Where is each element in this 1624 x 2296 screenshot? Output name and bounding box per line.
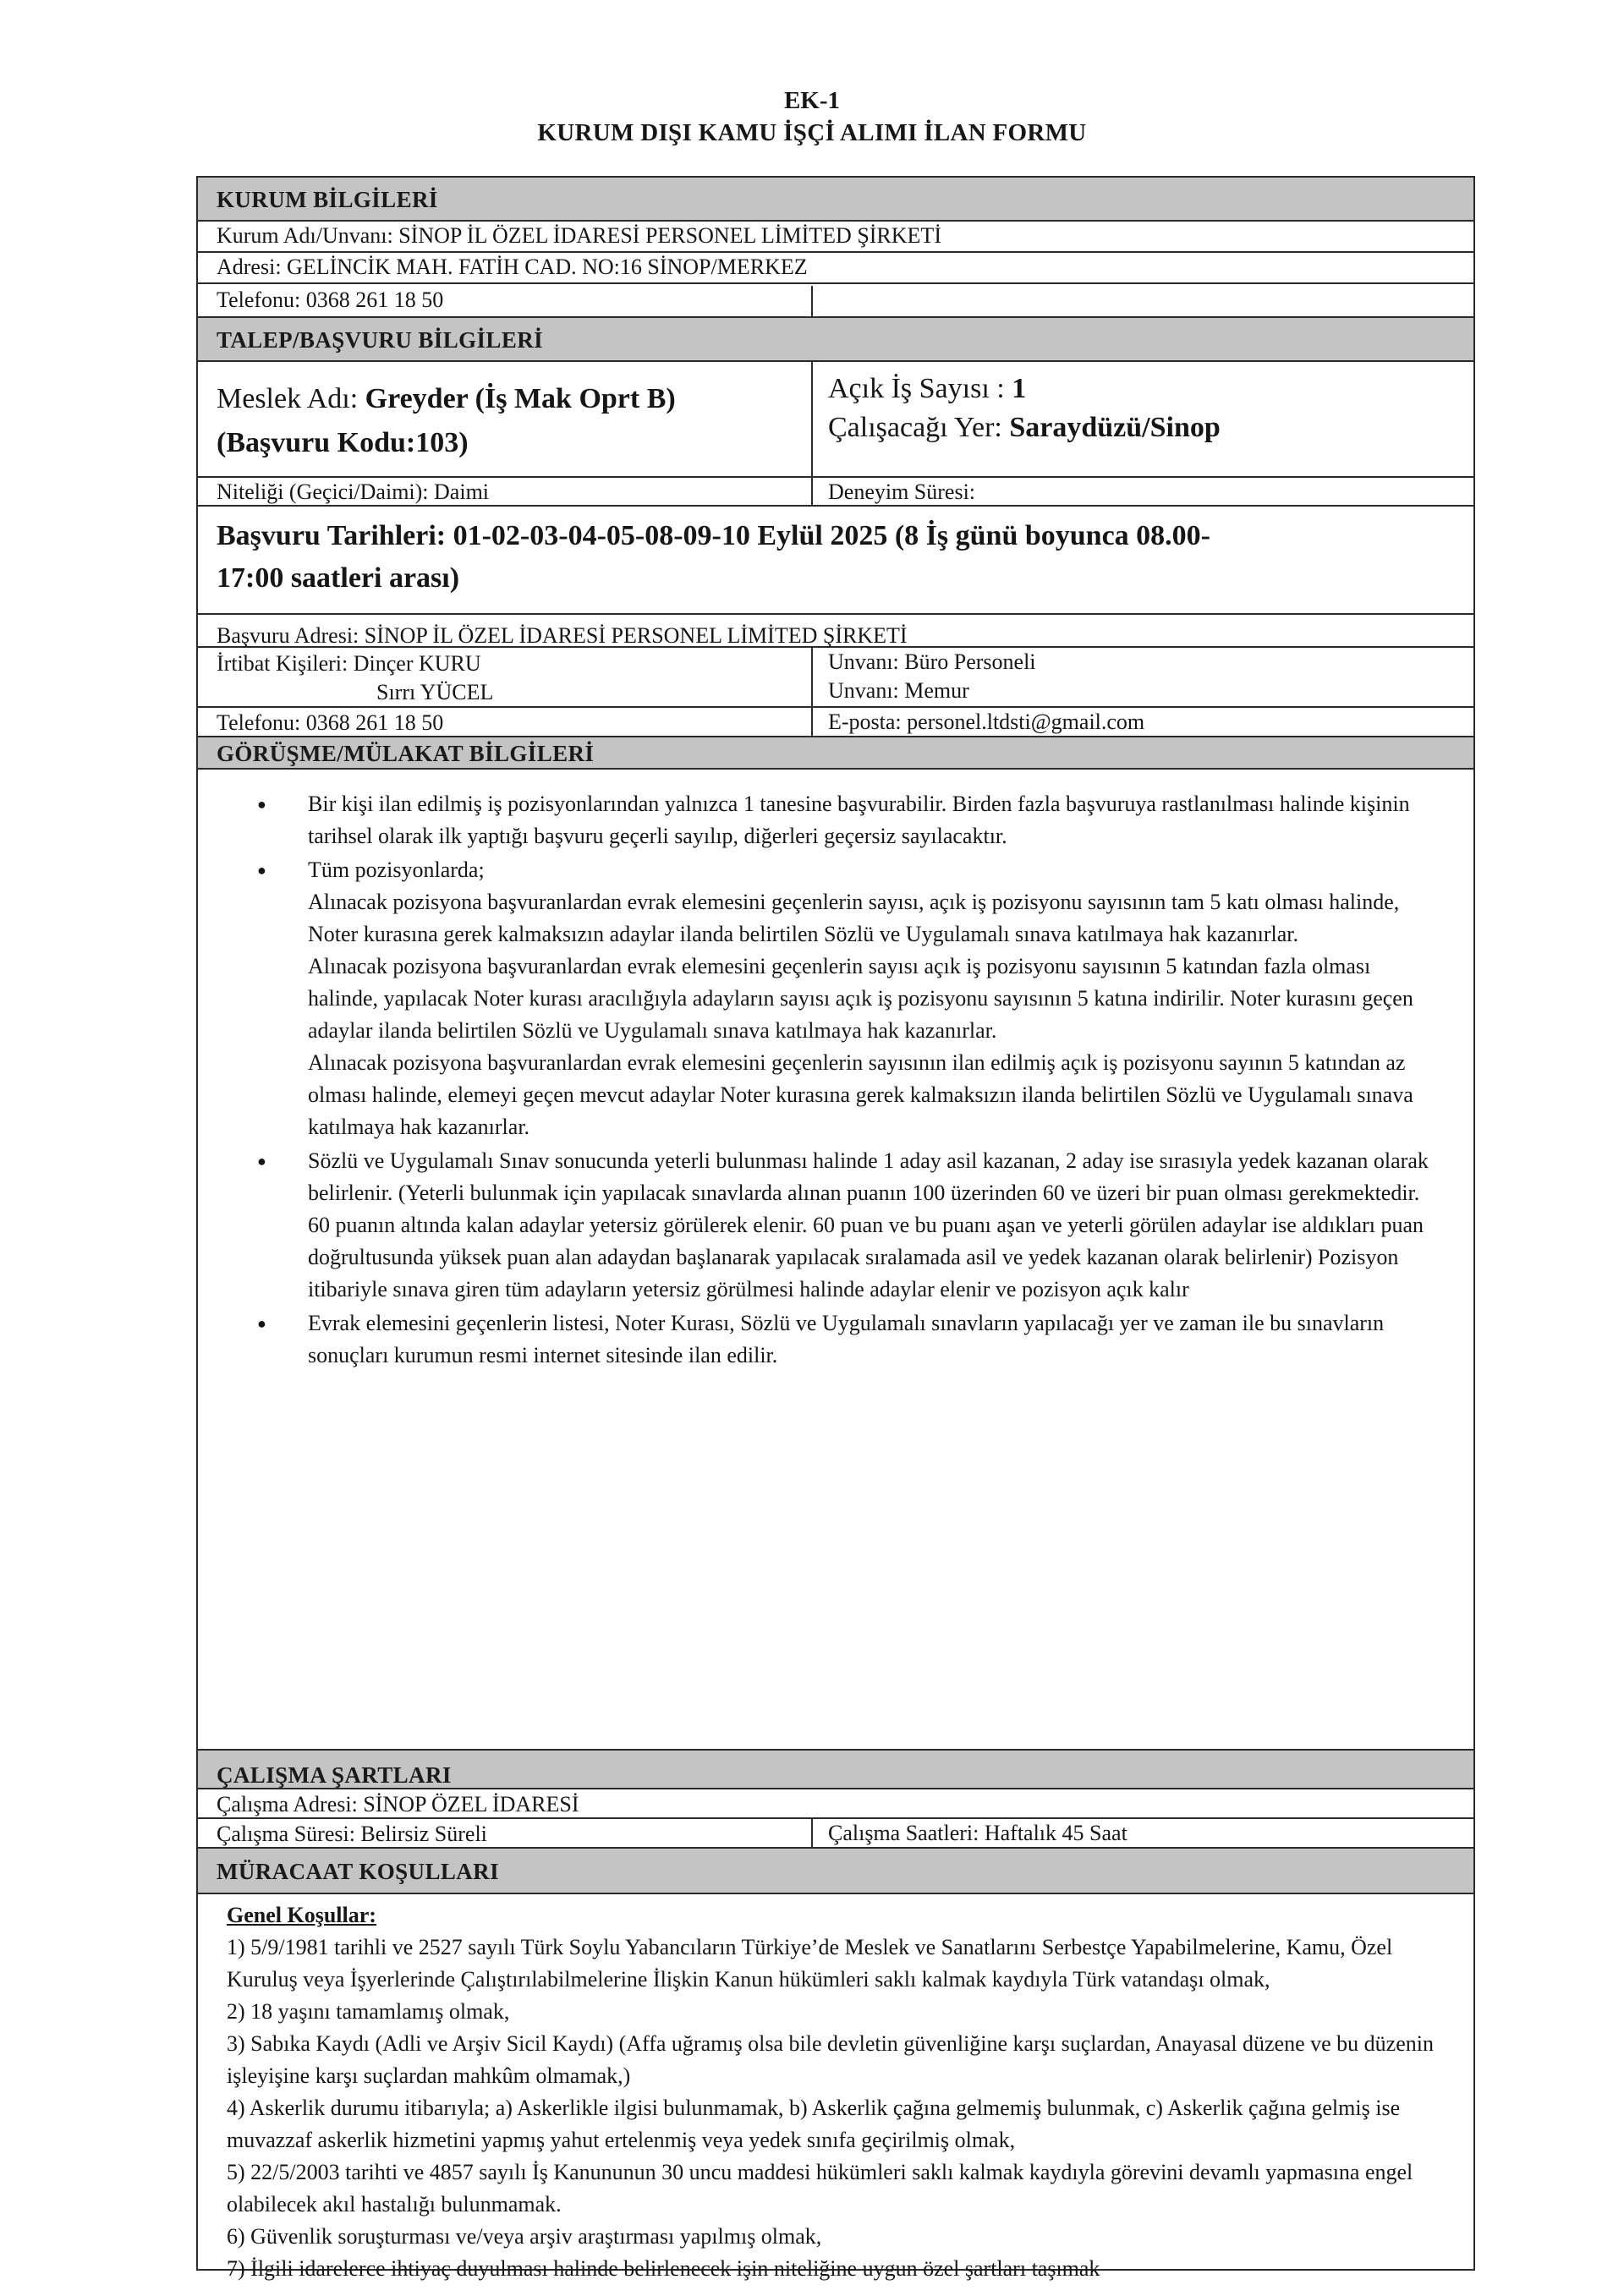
gorusme-bullet-4: ● Evrak elemesini geçenlerin listesi, Noter Kurası, Sözlü ve Uygulamalı sınavların yapılacağı yer ve zaman ile bu sınavların sonuçları kurumun resmi internet sitesinde ilan edilir. <box>257 1307 1433 1372</box>
section-title: GÖRÜŞME/MÜLAKAT BİLGİLERİ <box>198 737 1473 768</box>
gorusme-section-header <box>198 737 1473 770</box>
niteligi-divider <box>811 478 813 507</box>
meslek-divider <box>811 362 813 478</box>
kurum-telefon-row: Telefonu: 0368 261 18 50 <box>198 284 1473 318</box>
calisma-suresi-row: Çalışma Süresi: Belirsiz Süreli <box>198 1819 1473 1849</box>
genel-kosullar-heading: Genel Koşullar: <box>227 1903 376 1927</box>
calisma-adresi-row: Çalışma Adresi: SİNOP ÖZEL İDARESİ <box>198 1789 1473 1819</box>
gorusme-bullet-3: ● Sözlü ve Uygulamalı Sınav sonucunda yeterli bulunması halinde 1 aday asil kazanan, 2 aday ise sırasıyla yedek kazanan olarak belirlenir. (Yeterli bulunmak için yapılacak sınavlarda alınan puanın 100 üzerinden 60 ve üzeri bir puan olması gerekmektedir. 60 puanın altında kalan adaylar yetersiz görülerek elenir. 60 puan ve bu puanı aşan ve yeterli görülen adaylar ise aldıkları puan doğrultusunda yüksek puan alan adaydan başlanarak yapılacak sıralamada asil ve yedek kazanan olarak belirlenir) Pozisyon itibariyle sınava giren tüm adayların yetersiz görülmesi halinde adaylar elenir ve pozisyon açık kalır <box>257 1145 1433 1306</box>
page-header <box>0 85 1624 149</box>
condition-item: 7) İlgili idarelerce ihtiyaç duyulması halinde belirlenecek işin niteliğine uygun özel şartları taşımak <box>227 2256 1100 2281</box>
section-title: TALEP/BAŞVURU BİLGİLERİ <box>198 318 1473 360</box>
irtibat-telefon-row: Telefonu: 0368 261 18 50 <box>198 708 1473 737</box>
condition-item: 2) 18 yaşını tamamlamış olmak, <box>227 1999 510 2024</box>
form-annex-label: EK-1 <box>783 87 841 114</box>
calisma-section-header <box>198 1751 1473 1789</box>
acik-is-sayisi: Açık İş Sayısı : 1 <box>828 373 1027 404</box>
kurum-section-header <box>198 178 1473 222</box>
deneyim-suresi: Deneyim Süresi: <box>828 479 976 504</box>
talep-section-header <box>198 318 1473 362</box>
kurum-adres-row: Adresi: GELİNCİK MAH. FATİH CAD. NO:16 SİNOP/MERKEZ <box>198 253 1473 284</box>
gorusme-bullet-2: ● Tüm pozisyonlarda; Alınacak pozisyona başvuranlardan evrak elemesini geçenlerin sayısı, açık iş pozisyonu sayısının tam 5 katı olması halinde, Noter kurasına gerek kalmaksızın adaylar ilanda belirtilen Sözlü ve Uygulamalı sınava katılmaya hak kazanırlar. Alınacak pozisyona başvuranlardan evrak elemesini geçenlerin sayısı açık iş pozisyonu sayısının 5 katından fazla olması halinde, yapılacak Noter kurası aracılığıyla adayların sayısı açık iş pozisyonu sayısının 5 katına indirilir. Noter kurasını geçen adaylar ilanda belirtilen Sözlü ve Uygulamalı sınava katılmaya hak kazanırlar. Alınacak pozisyona başvuranlardan evrak elemesini geçenlerin sayısının ilan edilmiş açık iş pozisyonu sayının 5 katından az olması halinde, elemeyi geçen mevcut adaylar Noter kurasına gerek kalmaksızın ilanda belirtilen Sözlü ve Uygulamalı sınava katılmaya hak kazanırlar. <box>257 854 1433 1143</box>
calisma-saatleri: Çalışma Saatleri: Haftalık 45 Saat <box>828 1821 1127 1845</box>
irtibat-unvan-2: Unvanı: Memur <box>828 678 969 703</box>
irtibat-kisi-1: İrtibat Kişileri: Dinçer KURU <box>217 651 481 676</box>
niteligi-row: Niteliği (Geçici/Daimi): Daimi <box>198 478 1473 507</box>
basvuru-adresi-row: Başvuru Adresi: SİNOP İL ÖZEL İDARESİ PERSONEL LİMİTED ŞİRKETİ <box>198 615 1473 648</box>
section-title: KURUM BİLGİLERİ <box>198 178 1473 220</box>
meslek-adi: Meslek Adı: Greyder (İş Mak Oprt B) <box>217 383 676 414</box>
irtibat-unvan-1: Unvanı: Büro Personeli <box>828 649 1036 674</box>
irtibat-kisi-2: Sırrı YÜCEL <box>376 680 494 704</box>
muracaat-section-header <box>198 1849 1473 1894</box>
basvuru-kodu: (Başvuru Kodu:103) <box>217 427 469 458</box>
irtibat-divider <box>811 648 813 708</box>
form-title: KURUM DIŞI KAMU İŞÇİ ALIMI İLAN FORMU <box>537 119 1087 146</box>
condition-item: 1) 5/9/1981 tarihli ve 2527 sayılı Türk Soylu Yabancıların Türkiye’de Meslek ve Sanatlarını Serbestçe Yapabilmelerine, Kamu, Özel Kuruluş veya İşyerlerinde Çalıştırılabilmelerine İlişkin Kanun hükümleri saklı kalmak kaydıyla Türk vatandaşı olmak, <box>227 1935 1393 1992</box>
condition-item: 3) Sabıka Kaydı (Adli ve Arşiv Sicil Kaydı) (Affa uğramış olsa bile devletin güvenliğine karşı suçlardan, Anayasal düzene ve bu düzenin işleyişine karşı suçlardan mahkûm olmamak,) <box>227 2031 1434 2088</box>
announcement-form <box>196 176 1475 2281</box>
muracaat-conditions <box>227 1899 1445 2285</box>
condition-item: 6) Güvenlik soruşturması ve/veya arşiv araştırması yapılmış olmak, <box>227 2224 822 2249</box>
gorusme-bullet-list <box>257 788 1433 1373</box>
condition-item: 5) 22/5/2003 tarihti ve 4857 sayılı İş Kanununun 30 uncu maddesi hükümleri saklı kalmak kaydıyla görevini devamlı yapmasına engel olabilecek akıl hastalığı bulunmamak. <box>227 2160 1413 2217</box>
section-title: ÇALIŞMA ŞARTLARI <box>198 1751 1473 1788</box>
calisma-divider <box>811 1819 813 1849</box>
eposta-divider <box>811 708 813 737</box>
eposta: E-posta: personel.ltdsti@gmail.com <box>828 710 1145 734</box>
calisacagi-yer: Çalışacağı Yer: Saraydüzü/Sinop <box>828 412 1221 443</box>
telefon-divider <box>811 286 813 318</box>
basvuru-tarihleri-line1: Başvuru Tarihleri: 01-02-03-04-05-08-09-10 Eylül 2025 (8 İş günü boyunca 08.00- <box>217 520 1210 551</box>
condition-item: 4) Askerlik durumu itibarıyla; a) Askerlikle ilgisi bulunmamak, b) Askerlik çağına gelmemiş bulunmak, c) Askerlik çağına gelmiş ise muvazzaf askerlik hizmetini yapmış yahut ertelenmiş veya yedek sınıfa geçirilmiş olmak, <box>227 2096 1401 2152</box>
section-title: MÜRACAAT KOŞULLARI <box>198 1849 1473 1893</box>
basvuru-tarihleri-line2: 17:00 saatleri arası) <box>217 562 460 594</box>
kurum-adi-row: Kurum Adı/Unvanı: SİNOP İL ÖZEL İDARESİ PERSONEL LİMİTED ŞİRKETİ <box>198 222 1473 253</box>
gorusme-bullet-1: ● Bir kişi ilan edilmiş iş pozisyonlarından yalnızca 1 tanesine başvurabilir. Birden fazla başvuruya rastlanılması halinde kişinin tarihsel olarak ilk yaptığı başvuru geçerli sayılıp, diğerleri geçersiz sayılacaktır. <box>257 788 1433 852</box>
